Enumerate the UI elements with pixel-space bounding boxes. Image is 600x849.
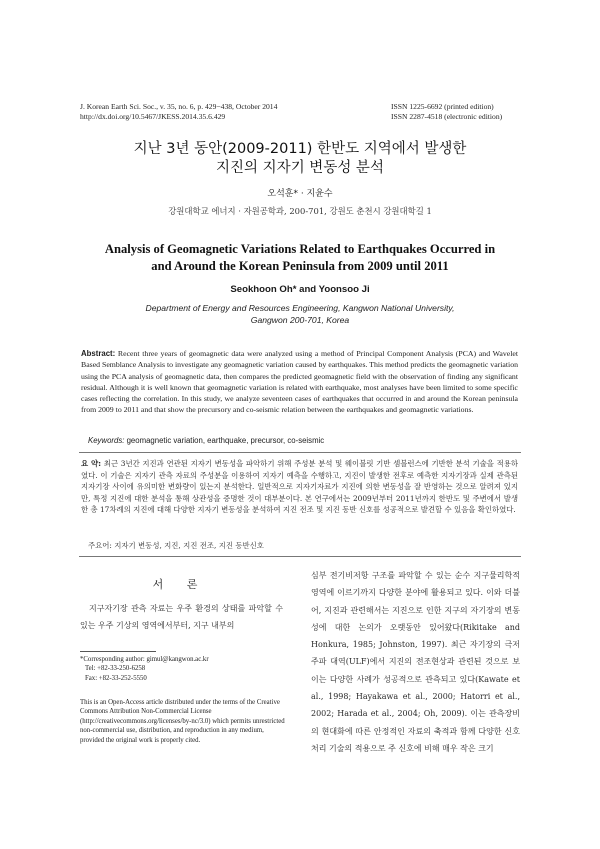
title-korean-line2: 지진의 지자기 변동성 분석 [216, 160, 384, 176]
divider [79, 452, 521, 453]
journal-citation [80, 102, 340, 122]
keywords-label: Keywords: [88, 436, 125, 445]
issn-print: ISSN 1225-6692 (printed edition) [391, 102, 494, 111]
section-title: 서 론 [152, 578, 208, 591]
title-english-line1: Analysis of Geomagnetic Variations Related to Earthquakes Occurred in [104, 242, 496, 256]
issn-electronic: ISSN 2287-4518 (electronic edition) [391, 112, 503, 121]
keywords-text: geomagnetic variation, earthquake, precursor, co-seismic [124, 436, 325, 445]
abstract [81, 348, 518, 416]
corresponding-email[interactable]: *Corresponding author: gimul@kangwon.ac.kr [80, 656, 209, 663]
abstract-label: Abstract: [81, 349, 116, 358]
keywords-korean-label: 주요어: [88, 541, 112, 550]
authors-english: Seokhoon Oh* and Yoonsoo Ji [230, 284, 370, 295]
abstract-korean-text: 최근 3년간 지진과 연관된 지자기 변동성을 파악하기 위해 주성분 분석 및 웨이블릿 기반 셈블런스에 기반한 분석 기술을 적용하였다. 이 기술은 지자기 관측 자료의 주성분을 이용하여 지자기 예측을 수행하고, 지진이 발생한 전후로 예측한 지자기장과 실제 관측된 지자기장 사이에 유의미한 변화량이 있는지 분석한다. 일반적으로 지자기자료가 지진에 의한 변동성을 잘 반영하는 것으로 알려져 있지만, 특정 지진에 대한 분석을 통해 상관성을 증명한 것이 대부분이다. 본 연구에서는 2009년부터 2011년까지 한반도 및 주변에서 발생한 총 17차례의 지진에 대해 다양한 지자기 변동성을 분석하여 지진 전조 및 지진 동반 신호를 성공적으로 발견할 수 있음을 확인하였다. [81, 459, 518, 515]
keywords [88, 436, 518, 445]
intro-right-column: 심부 전기비저항 구조를 파악할 수 있는 순수 지구물리학적 영역에 이르기까지 다양한 분야에 활용되고 있다. 이와 더불어, 지진과 관련해서는 지진으로 인한 지구의 자기장의 변동성에 대한 논의가 오랫동안 있어왔다(Rikitake and Honkura, 1985; Johnston, 1997). 최근 자기장의 극저주파 대역(ULF)에서 지진의 전조현상과 관련된 것으로 보이는 다양한 사례가 성공적으로 관측되고 있다(Kawate et al., 1998; Hayakawa et al., 2000; Hatorri et al., 2002; Harada et al., 2004; Oh, 2009). 이는 관측장비의 현대화에 따른 안정적인 자료의 축적과 함께 다양한 신호 처리 기술의 적용으로 주 신호에 비해 매우 작은 크기 [311, 571, 520, 753]
abstract-korean [81, 458, 518, 516]
keywords-korean [88, 540, 518, 551]
phone: Tel: +82-33-250-6258 [85, 665, 146, 673]
abstract-text: Recent three years of geomagnetic data were analyzed using a method of Principal Component Analysis (PCA) and Wavelet Based Semblance Analysis to investigate any geomagnetic variation caused by earthquakes. This method predicts the geomagnetic variation using the PCA analysis of geomagnetic data, then compares the predicted geomagnetic field with the observation of finding any significant residual. Although it is well known that geomagnetic variation is related with earthquake, most analyses have been limited to some specific cases reflecting the correlation. In this study, we analyze seventeen cases of earthquakes that occurred in and around the Korean peninsula from 2009 to 2011 and that show the precursory and co-seismic relation between the earthquakes and geomagnetic variations. [81, 349, 519, 415]
affiliation-korean: 강원대학교 에너지 · 자원공학과, 200-701, 강원도 춘천시 강원대학길 1 [168, 206, 432, 216]
title-korean-line1: 지난 3년 동안(2009-2011) 한반도 지역에서 발생한 [133, 141, 467, 157]
divider [79, 556, 521, 557]
license-notice: This is an Open-Access article distributed under the terms of the Creative Commons Attribution Non-Commercial License (http://creativecommons.org/licenses/by-nc/3.0) which permits unrestricted non-commercial use, distribution, and reproduction in any medium, provided the original work is properly cited. [80, 699, 285, 744]
fax: Fax: +82-33-252-5550 [85, 674, 147, 682]
title-english-line2: and Around the Korean Peninsula from 2009 until 2011 [151, 259, 449, 273]
keywords-korean-text: 지자기 변동성, 지진, 지진 전조, 지진 동반신호 [111, 541, 264, 550]
intro-left-column: 지구자기장 관측 자료는 우주 환경의 상태를 파악할 수 있는 우주 기상의 영역에서부터, 지구 내부의 [80, 604, 283, 631]
title-english [0, 241, 600, 275]
footnote-divider [80, 651, 156, 652]
affiliation-english-line1: Department of Energy and Resources Engineering, Kangwon National University, [145, 303, 455, 313]
doi-link[interactable]: http://dx.doi.org/10.5467/JKESS.2014.35.6.429 [80, 112, 226, 121]
affiliation-english [0, 302, 600, 326]
corresponding-author-footnote [80, 655, 286, 683]
authors-korean: 오석훈* · 지윤수 [267, 189, 333, 199]
issn-block [391, 102, 531, 122]
title-korean [0, 140, 600, 178]
affiliation-english-line2: Gangwon 200-701, Korea [250, 315, 350, 325]
journal-citation-line: J. Korean Earth Sci. Soc., v. 35, no. 6, p. 429−438, October 2014 [80, 102, 278, 111]
abstract-korean-label: 요 약: [81, 459, 102, 468]
